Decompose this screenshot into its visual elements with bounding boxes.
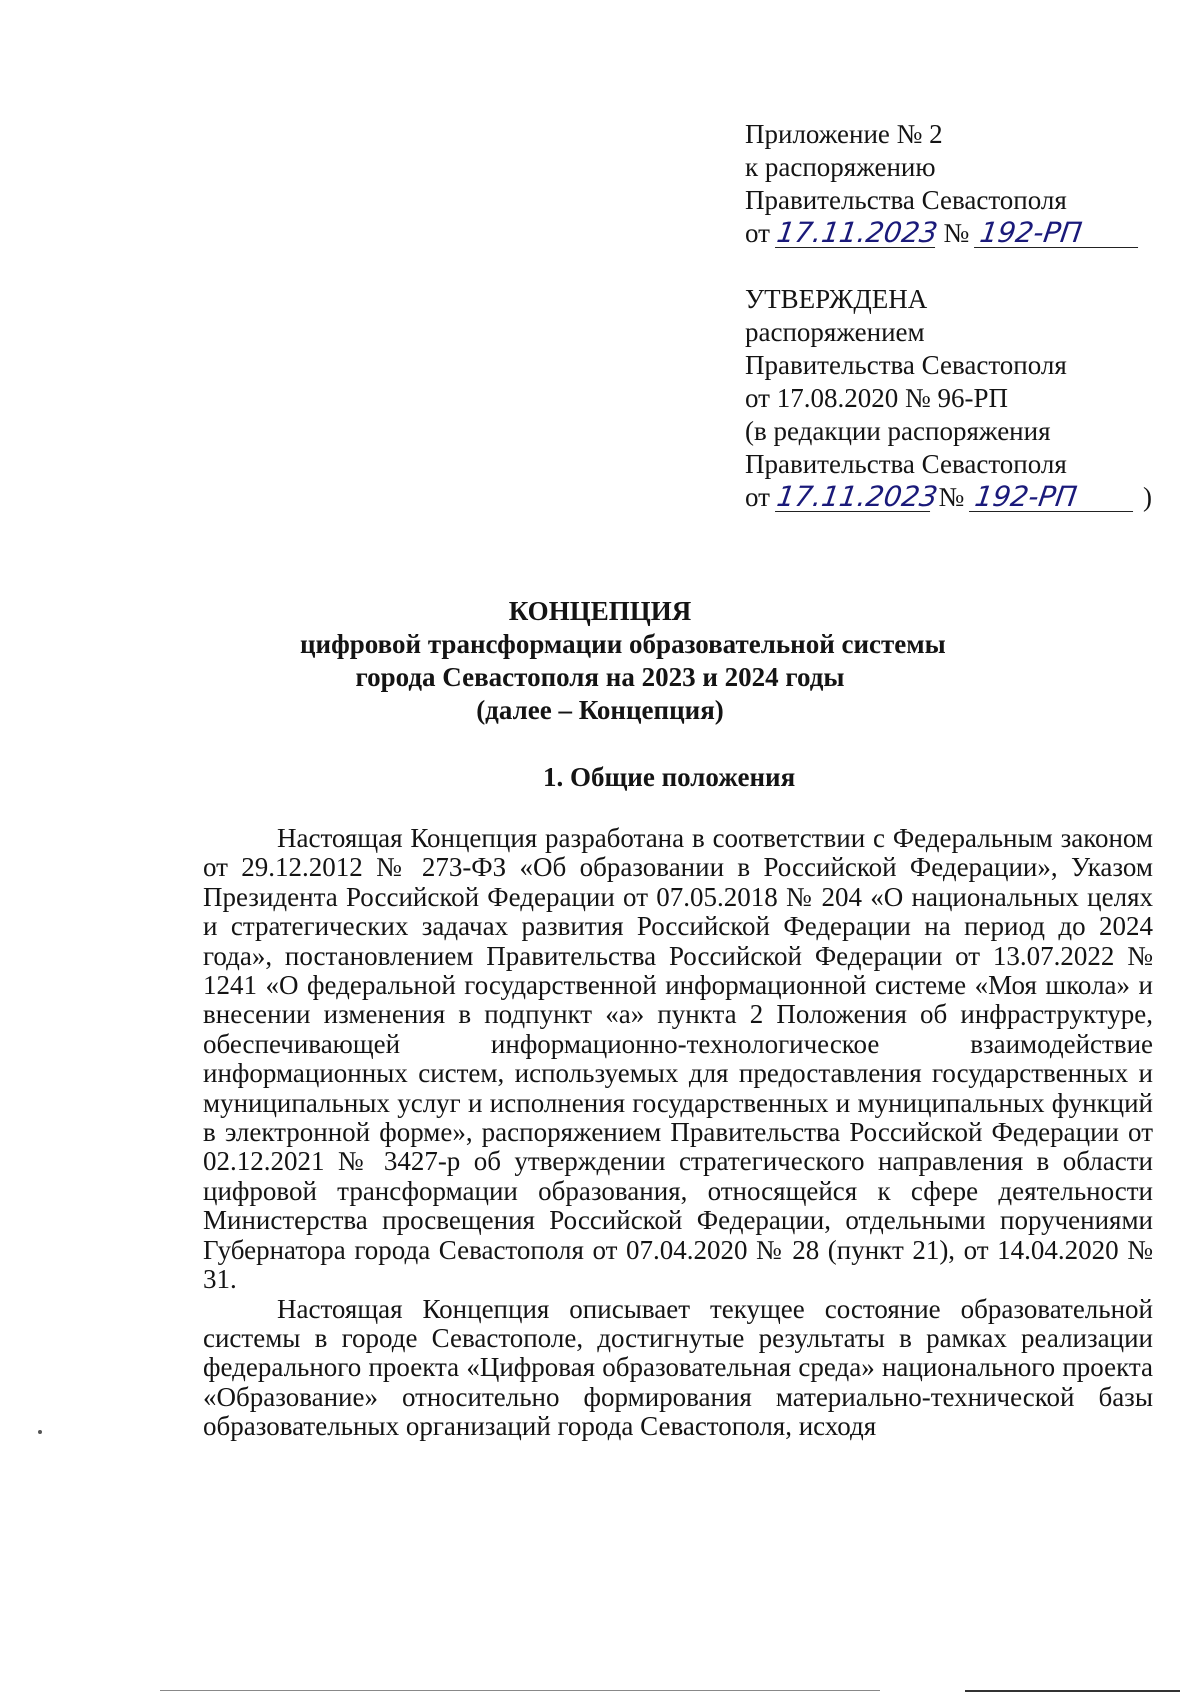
title-line-4: (далее – Концепция)	[476, 695, 724, 725]
approved-line-3: Правительства Севастополя	[745, 350, 1067, 380]
document-title	[300, 595, 946, 727]
appendix-number-sign: №	[943, 218, 970, 248]
title-line-1: КОНЦЕПЦИЯ	[508, 596, 692, 626]
bottom-scan-line-dark	[965, 1690, 1180, 1692]
section-heading: 1. Общие положения	[543, 762, 796, 792]
approved-number-sign: №	[938, 482, 965, 512]
approved-date-line	[745, 481, 1152, 514]
approved-line-6: Правительства Севастополя	[745, 449, 1067, 479]
bottom-scan-line	[160, 1690, 880, 1691]
approved-handwritten-date: 17.11.2023	[774, 480, 940, 513]
scan-speck	[38, 1430, 42, 1434]
approved-from-label: от	[745, 482, 770, 512]
approved-close-paren: )	[1142, 482, 1152, 512]
appendix-from-label: от	[745, 218, 770, 248]
title-line-2: цифровой трансформации образовательной системы	[300, 629, 946, 659]
appendix-handwritten-date: 17.11.2023	[774, 216, 940, 249]
approved-line-2: распоряжением	[745, 317, 925, 347]
appendix-line-1: Приложение № 2	[745, 119, 943, 149]
appendix-line-3: Правительства Севастополя	[745, 185, 1067, 215]
approved-line-1: УТВЕРЖДЕНА	[745, 284, 928, 314]
appendix-date-line	[745, 217, 1140, 250]
approved-handwritten-number: 192-РП	[969, 483, 1137, 512]
approved-line-4: от 17.08.2020 № 96-РП	[745, 383, 1008, 413]
paragraph-2: Настоящая Концепция описывает текущее состояние образовательной системы в городе Севастополе, достигнутые результаты в рамках реализации федерального проекта «Цифровая образовательная среда» национального проекта «Образование» относительно формирования материально-технической базы образовательных организаций города Севастополя, исходя	[203, 1293, 1153, 1442]
paragraph-1: Настоящая Концепция разработана в соответствии с Федеральным законом от 29.12.2012 № 273-ФЗ «Об образовании в Российской Федерации», Указом Президента Российской Федерации от 07.05.2018 № 204 «О национальных целях и стратегических задачах развития Российской Федерации на период до 2024 года», постановлением Правительства Российской Федерации от 13.07.2022 № 1241 «О федеральной государственной информационной системе «Моя школа» и внесении изменения в подпункт «а» пункта 2 Положения об инфраструктуре, обеспечивающей информационно-технологическое взаимодействие информационных систем, используемых для предоставления государственных и муниципальных услуг и исполнения государственных и муниципальных функций в электронной форме», распоряжением Правительства Российской Федерации от 02.12.2021 № 3427-р об утверждении стратегического направления в области цифровой трансформации образования, относящейся к сфере деятельности Министерства просвещения Российской Федерации, отдельными поручениями Губернатора города Севастополя от 07.04.2020 № 28 (пункт 21), от 14.04.2020 № 31.	[203, 823, 1153, 1295]
body-text	[203, 824, 1153, 1442]
appendix-handwritten-number: 192-РП	[974, 219, 1142, 248]
approved-line-5: (в редакции распоряжения	[745, 416, 1051, 446]
appendix-block	[745, 118, 1140, 250]
approved-block	[745, 283, 1152, 514]
title-line-3: города Севастополя на 2023 и 2024 годы	[355, 662, 845, 692]
appendix-line-2: к распоряжению	[745, 152, 936, 182]
